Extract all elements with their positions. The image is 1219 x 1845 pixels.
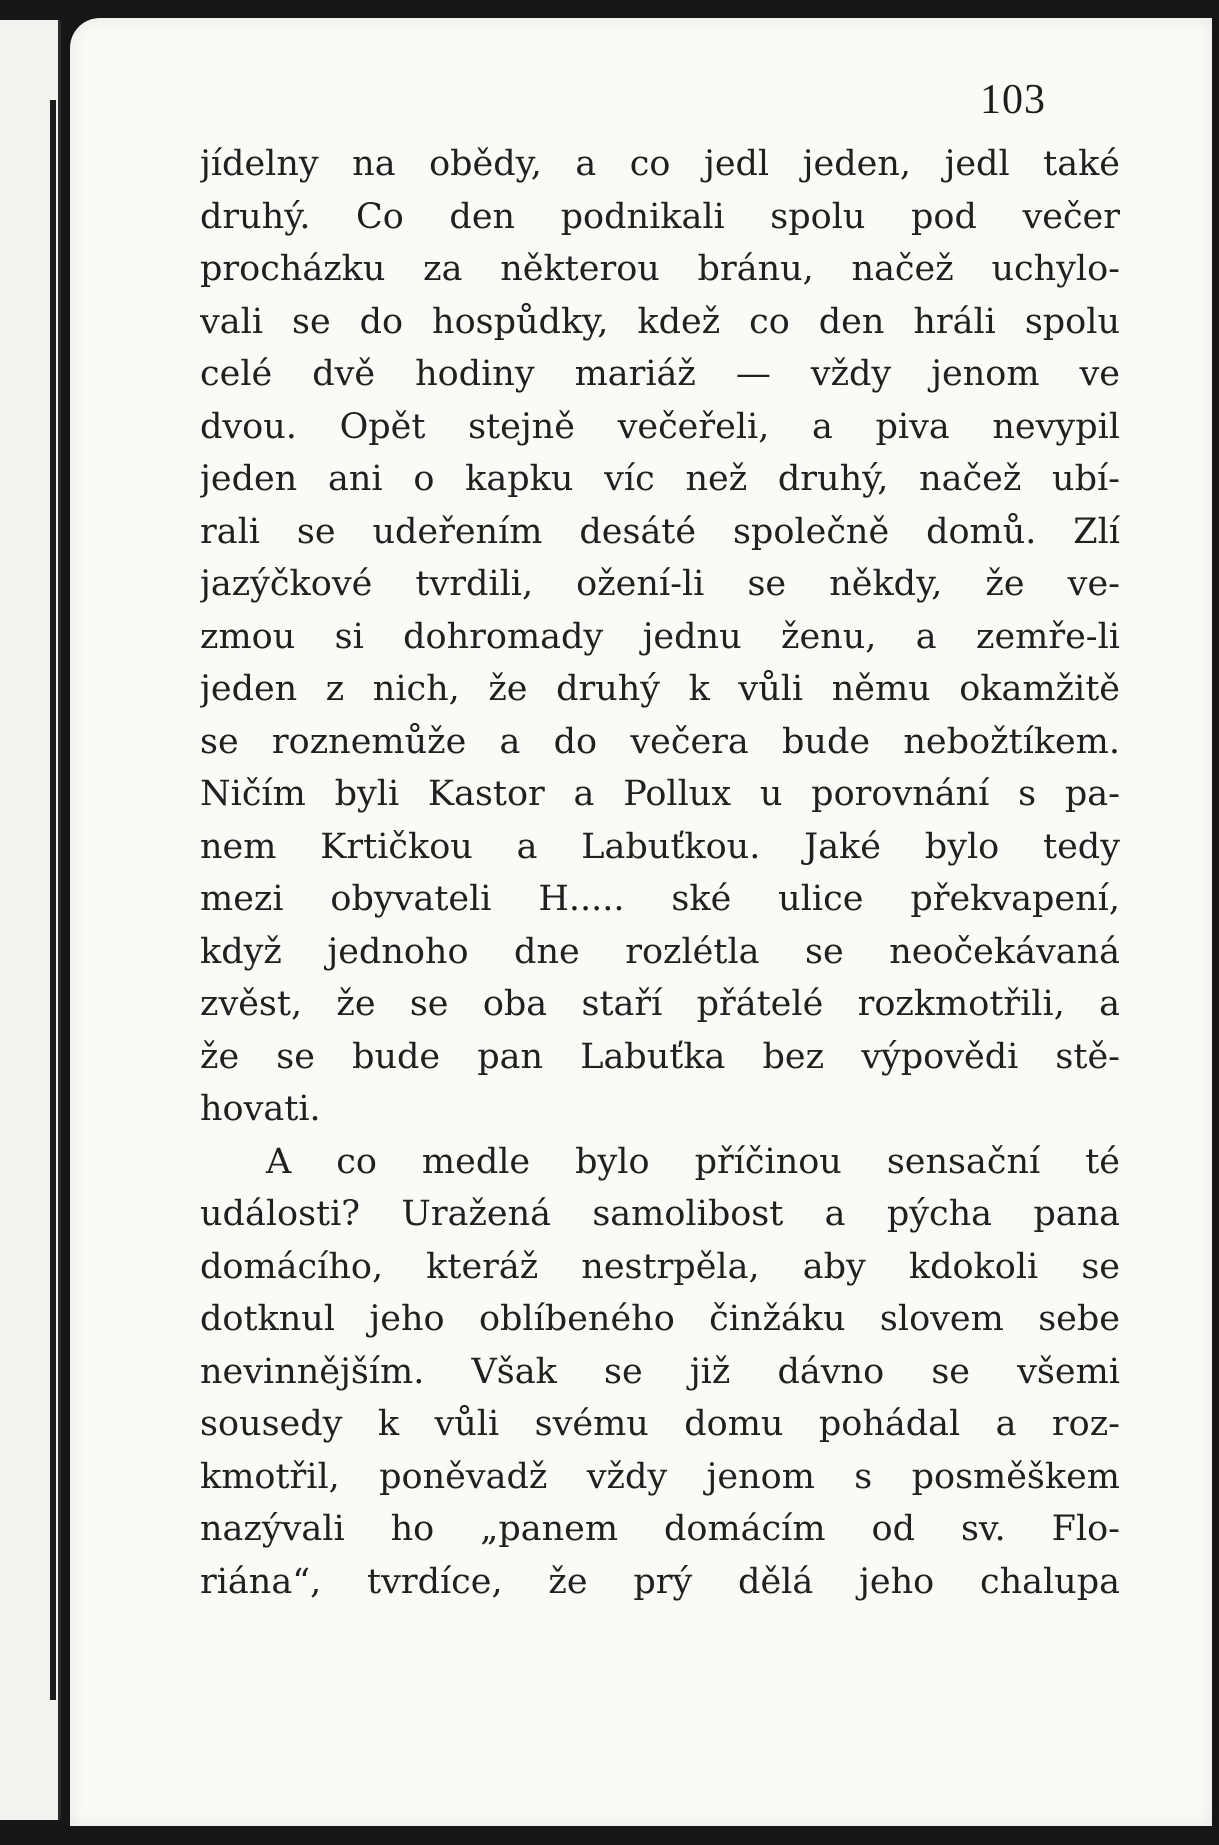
text-line: dvou. Opět stejně večeřeli, a piva nevypil: [200, 406, 1120, 447]
text-line: se roznemůže a do večera bude nebožtíkem.: [200, 721, 1120, 762]
text-line: domácího, kteráž nestrpěla, aby kdokoli se: [200, 1246, 1120, 1287]
text-line: Ničím byli Kastor a Pollux u porovnání s pa-: [200, 774, 1120, 814]
text-line: události? Uražená samolibost a pýcha pana: [200, 1194, 1120, 1234]
text-line: riána“, tvrdíce, že prý dělá jeho chalupa: [200, 1561, 1120, 1602]
binding-shadow: [50, 100, 56, 1700]
text-line: procházku za některou bránu, načež uchylo-: [200, 249, 1120, 289]
text-line: nem Krtičkou a Labuťkou. Jaké bylo tedy: [200, 826, 1120, 867]
text-line: sousedy k vůli svému domu pohádal a roz-: [200, 1404, 1120, 1444]
text-line: vali se do hospůdky, kdež co den hráli spolu: [200, 301, 1120, 342]
text-line: nevinnějším. Však se již dávno se všemi: [200, 1351, 1120, 1392]
text-line: A co medle bylo příčinou sensační té: [266, 1141, 1120, 1182]
page-number: 103: [980, 77, 1046, 123]
text-line: nazývali ho „panem domácím od sv. Flo-: [200, 1509, 1120, 1549]
text-line: když jednoho dne rozlétla se neočekávaná: [200, 931, 1120, 972]
text-line: kmotřil, poněvadž vždy jenom s posměškem: [200, 1456, 1120, 1497]
text-line: zmou si dohromady jednu ženu, a zemře-li: [200, 616, 1120, 657]
text-line: jazýčkové tvrdili, ožení-li se někdy, že ve-: [200, 564, 1120, 604]
previous-page-edge: [0, 20, 61, 1820]
text-line: druhý. Co den podnikali spolu pod večer: [200, 196, 1120, 237]
body-text: [200, 138, 1120, 1608]
text-line: zvěst, že se oba staří přátelé rozkmotřili, a: [200, 984, 1120, 1024]
text-line: jídelny na obědy, a co jedl jeden, jedl také: [200, 144, 1120, 184]
text-line: jeden z nich, že druhý k vůli němu okamžitě: [200, 669, 1120, 709]
text-line: mezi obyvateli H..... ské ulice překvapení,: [200, 879, 1120, 919]
text-line: že se bude pan Labuťka bez výpovědi stě-: [200, 1036, 1120, 1077]
text-line: rali se udeřením desáté společně domů. Zlí: [200, 511, 1120, 552]
text-line: jeden ani o kapku víc než druhý, načež ubí-: [200, 459, 1120, 499]
text-line: dotknul jeho oblíbeného činžáku slovem sebe: [200, 1299, 1120, 1339]
text-line: hovati.: [200, 1089, 321, 1129]
book-page: [70, 18, 1212, 1826]
text-line: celé dvě hodiny mariáž — vždy jenom ve: [200, 354, 1120, 394]
